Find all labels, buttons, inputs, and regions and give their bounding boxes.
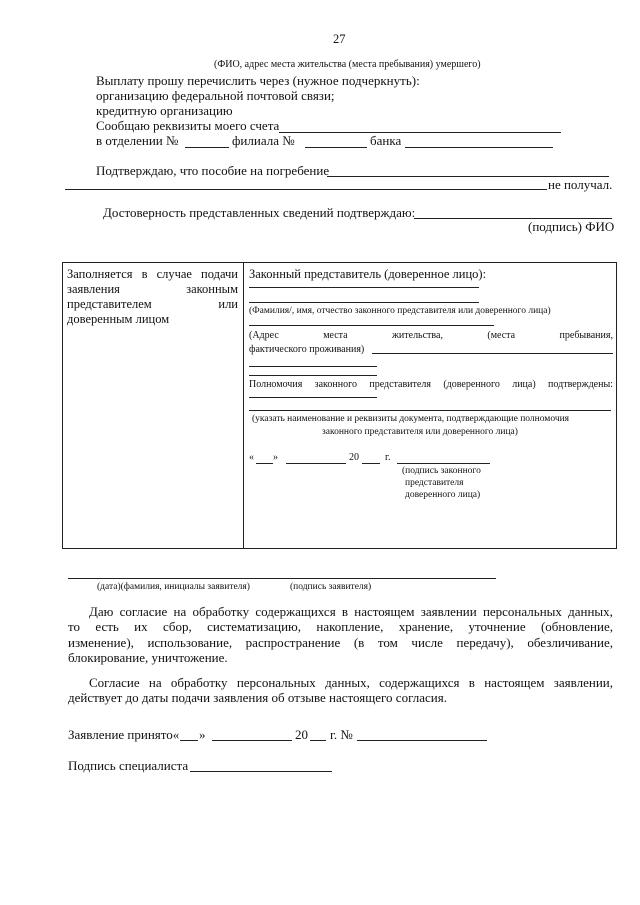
- accepted-number-label: г. №: [330, 727, 353, 742]
- document-caption-1: (указать наименование и реквизиты документа, подтверждающие полномочия: [252, 414, 570, 424]
- rep-name-field-1[interactable]: [249, 287, 479, 288]
- account-field[interactable]: [279, 132, 561, 133]
- option-post[interactable]: организацию федеральной почтовой связи;: [96, 88, 335, 103]
- consent-line-2: то есть их сбор, систематизацию, накопление, хранение, уточнение (обновление,: [68, 619, 613, 634]
- sign-caption: (подпись) ФИО: [528, 219, 615, 234]
- benefit-label: Подтверждаю, что пособие на погребение: [96, 163, 330, 178]
- rep-sign-caption-2: представителя: [405, 478, 464, 488]
- accepted-day-field[interactable]: [180, 740, 198, 741]
- accepted-month-field[interactable]: [212, 740, 292, 741]
- specialist-label: Подпись специалиста: [68, 758, 189, 773]
- applicant-sign-caption: (подпись заявителя): [290, 582, 372, 592]
- document-caption-2: законного представителя или доверенного лица): [322, 427, 518, 437]
- page-number: 27: [333, 32, 346, 46]
- specialist-sign-field[interactable]: [190, 771, 332, 772]
- rep-sign-field[interactable]: [397, 463, 490, 464]
- authority-field-2[interactable]: [249, 410, 611, 411]
- consent-line-4: блокирование, уничтожение.: [68, 650, 228, 665]
- address-caption-line-1: (Адрес места жительства, (места пребывания,: [249, 330, 613, 341]
- rep-date-year-field[interactable]: [362, 463, 380, 464]
- accepted-year-field[interactable]: [310, 740, 326, 741]
- rep-date-open: «: [249, 452, 254, 463]
- accepted-close: »: [199, 727, 206, 742]
- box-divider: [243, 262, 244, 549]
- authority-field-1[interactable]: [249, 397, 377, 398]
- address-field-1[interactable]: [372, 353, 613, 354]
- representative-title: Законный представитель (доверенное лицо):: [249, 267, 487, 281]
- rep-name-field-2[interactable]: [249, 302, 479, 303]
- accepted-label: Заявление принято«: [68, 727, 180, 742]
- address-field-2[interactable]: [249, 366, 377, 367]
- rep-sign-caption-3: доверенного лица): [405, 490, 481, 500]
- reliability-label: Достоверность представленных сведений подтверждаю:: [103, 205, 416, 220]
- address-field-3[interactable]: [249, 375, 377, 376]
- rep-date-day[interactable]: [256, 463, 273, 464]
- rep-date-suffix: г.: [385, 452, 391, 463]
- account-label: Сообщаю реквизиты моего счета: [96, 118, 280, 133]
- rep-name-field-3[interactable]: [249, 325, 494, 326]
- consent2-line-2: действует до даты подачи заявления об отзыве настоящего согласия.: [68, 690, 447, 705]
- rep-date-month[interactable]: [286, 463, 346, 464]
- branch-field[interactable]: [185, 147, 229, 148]
- payment-intro: Выплату прошу перечислить через (нужное подчеркнуть):: [96, 73, 420, 88]
- authority-line: Полномочия законного представителя (доверенного лица) подтверждены:: [249, 379, 613, 390]
- not-received: не получал.: [548, 177, 613, 192]
- bank-label: банка: [370, 133, 402, 148]
- applicant-date-caption: (дата)(фамилия, инициалы заявителя): [97, 582, 250, 592]
- benefit-field-2[interactable]: [65, 189, 547, 190]
- rep-date-close: »: [273, 452, 278, 463]
- box-left-line-3: представителем или: [67, 297, 238, 311]
- filial-field[interactable]: [305, 147, 367, 148]
- address-caption-line-2: фактического проживания): [249, 344, 365, 355]
- deceased-caption: (ФИО, адрес места жительства (места пребывания) умершего): [214, 59, 481, 70]
- applicant-sign-field[interactable]: [68, 578, 496, 579]
- branch-label: в отделении №: [96, 133, 179, 148]
- filial-label: филиала №: [232, 133, 295, 148]
- rep-name-caption: (Фамилия/, имя, отчество законного представителя или доверенного лица): [249, 306, 551, 316]
- accepted-year: 20: [295, 727, 308, 742]
- bank-field[interactable]: [405, 147, 553, 148]
- consent2-line-1: Согласие на обработку персональных данных, содержащихся в настоящем заявлении,: [89, 675, 613, 690]
- option-credit[interactable]: кредитную организацию: [96, 103, 233, 118]
- box-left-line-4: доверенным лицом: [67, 312, 170, 326]
- box-left-line-1: Заполняется в случае подачи: [67, 267, 238, 281]
- rep-date-year: 20: [349, 452, 359, 463]
- rep-sign-caption-1: (подпись законного: [402, 466, 481, 476]
- consent-line-1: Даю согласие на обработку содержащихся в настоящем заявлении персональных данных,: [89, 604, 613, 619]
- consent-line-3: изменение), использование, распространение (в том числе передачу), обезличивание,: [68, 635, 613, 650]
- accepted-number-field[interactable]: [357, 740, 487, 741]
- box-left-line-2: заявления законным: [67, 282, 238, 296]
